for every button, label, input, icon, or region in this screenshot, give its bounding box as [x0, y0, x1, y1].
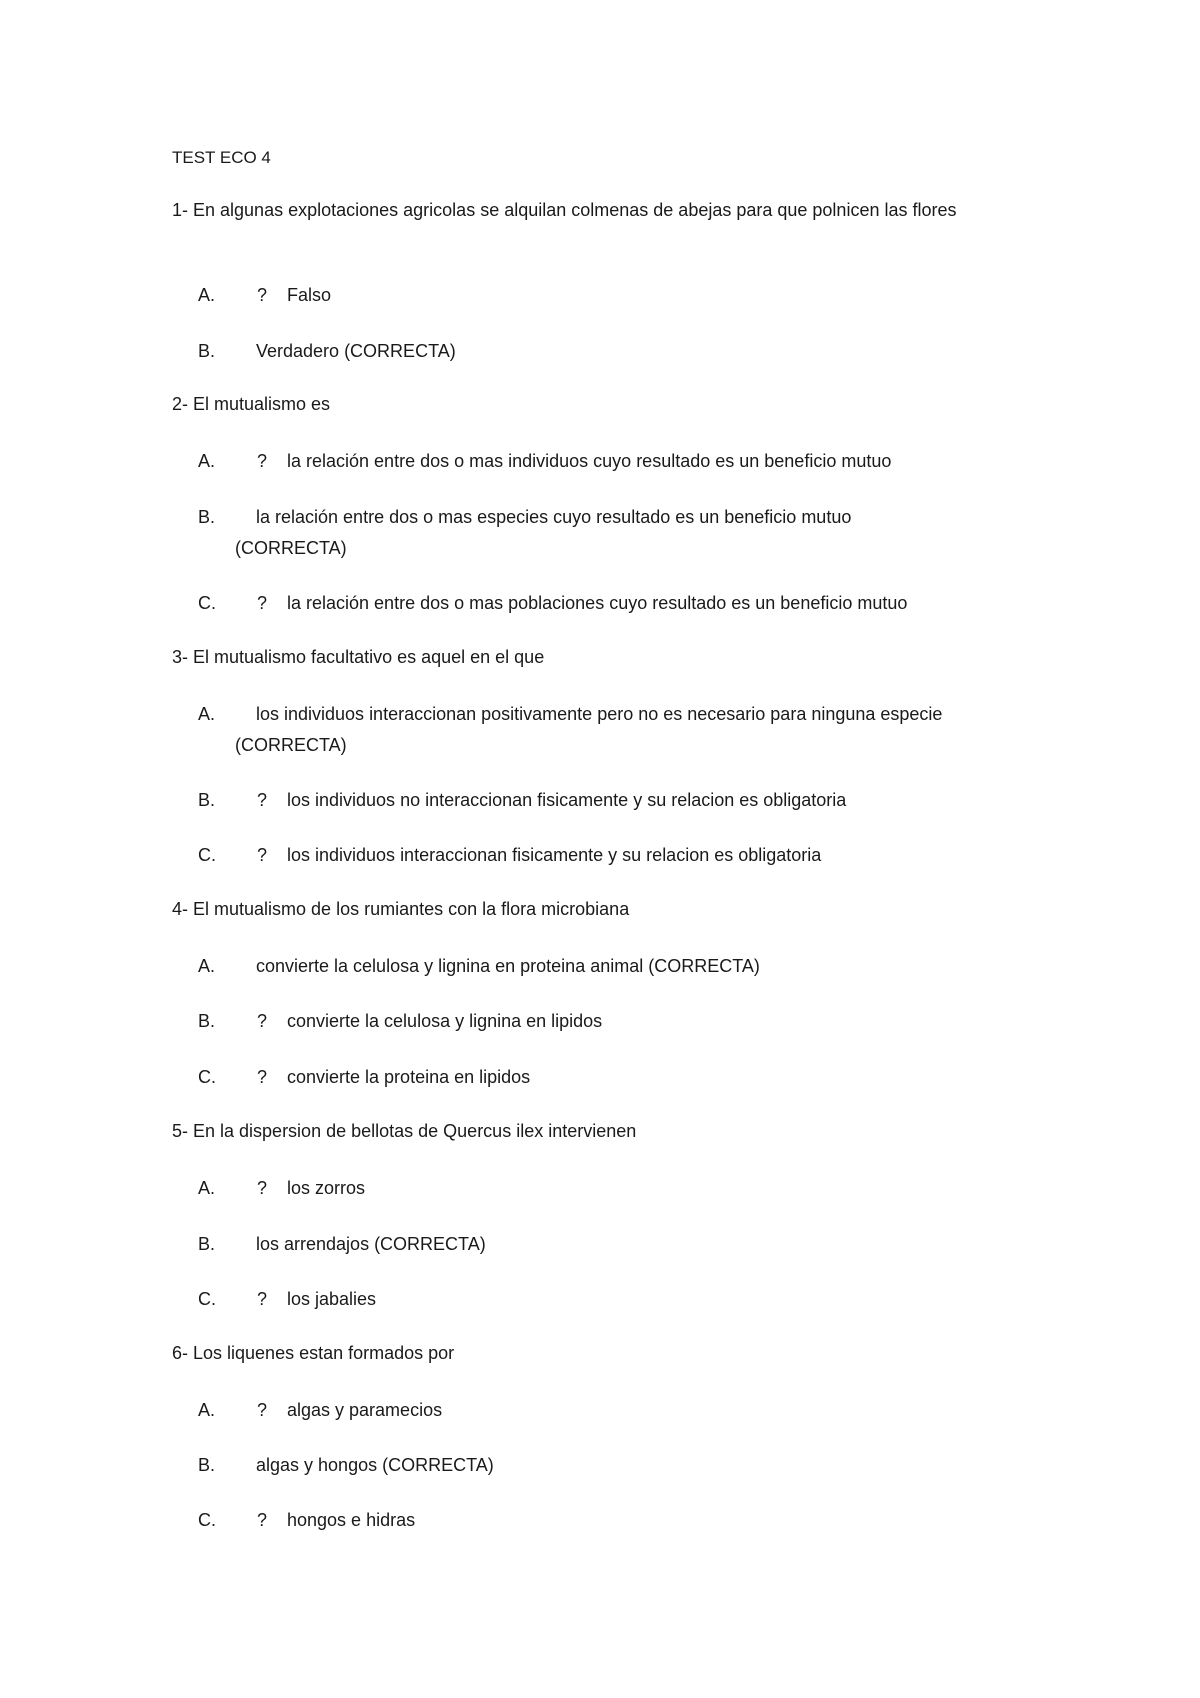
option-letter: A.	[198, 451, 216, 471]
option-text: Verdadero (CORRECTA)	[256, 341, 456, 361]
option-text: los individuos interaccionan fisicamente y su relacion es obligatoria	[287, 845, 822, 865]
question-mark-glyph: ?	[257, 1178, 268, 1198]
option-letter: C.	[198, 845, 216, 865]
q6-option-b	[198, 1450, 1058, 1481]
document-title: TEST ECO 4	[172, 148, 271, 167]
q3-option-a	[198, 699, 1058, 761]
q1-option-a	[198, 280, 1058, 311]
option-text: la relación entre dos o mas especies cuyo resultado es un beneficio mutuo	[256, 507, 852, 527]
option-letter: B.	[198, 507, 216, 527]
option-text: los individuos no interaccionan fisicamente y su relacion es obligatoria	[287, 790, 847, 810]
q4-option-c	[198, 1062, 1058, 1093]
question-3: 3- El mutualismo facultativo es aquel en el que	[172, 647, 545, 667]
q2-option-c	[198, 588, 1058, 619]
option-text: los zorros	[287, 1178, 366, 1198]
question-6: 6- Los liquenes estan formados por	[172, 1343, 455, 1363]
option-letter: C.	[198, 1067, 216, 1087]
question-mark-glyph: ?	[257, 845, 268, 865]
q4-option-a	[198, 951, 1058, 982]
question-mark-glyph: ?	[257, 451, 268, 471]
option-letter: C.	[198, 1289, 216, 1309]
option-text: los jabalies	[287, 1289, 377, 1309]
question-mark-glyph: ?	[257, 1400, 268, 1420]
option-letter: A.	[198, 285, 216, 305]
q3-option-c	[198, 840, 1058, 871]
option-letter: C.	[198, 1510, 216, 1530]
option-letter: B.	[198, 1234, 216, 1254]
question-4: 4- El mutualismo de los rumiantes con la flora microbiana	[172, 899, 630, 919]
option-text: la relación entre dos o mas individuos cuyo resultado es un beneficio mutuo	[287, 451, 892, 471]
q1-option-b	[198, 336, 1058, 367]
option-text: los arrendajos (CORRECTA)	[256, 1234, 486, 1254]
q4-option-b	[198, 1006, 1058, 1037]
question-5: 5- En la dispersion de bellotas de Quercus ilex intervienen	[172, 1121, 637, 1141]
question-2: 2- El mutualismo es	[172, 394, 331, 414]
q5-option-a	[198, 1173, 1058, 1204]
option-letter: C.	[198, 593, 216, 613]
option-text: hongos e hidras	[287, 1510, 416, 1530]
question-mark-glyph: ?	[257, 1011, 268, 1031]
q2-option-b	[198, 502, 1058, 564]
option-letter: B.	[198, 1011, 216, 1031]
option-letter: A.	[198, 1400, 216, 1420]
option-letter: A.	[198, 956, 216, 976]
question-1: 1- En algunas explotaciones agricolas se alquilan colmenas de abejas para que polnicen las flores	[172, 200, 957, 220]
option-text: convierte la celulosa y lignina en proteina animal (CORRECTA)	[256, 956, 760, 976]
q3-option-b	[198, 785, 1058, 816]
q6-option-a	[198, 1395, 1058, 1426]
q5-option-c	[198, 1284, 1058, 1315]
option-continuation: (CORRECTA)	[235, 735, 347, 755]
option-letter: B.	[198, 341, 216, 361]
option-letter: A.	[198, 704, 216, 724]
q2-option-a	[198, 446, 1058, 477]
question-mark-glyph: ?	[257, 1289, 268, 1309]
option-text: los individuos interaccionan positivamente pero no es necesario para ninguna especie	[256, 704, 943, 724]
option-text: convierte la celulosa y lignina en lipidos	[287, 1011, 603, 1031]
option-text: algas y hongos (CORRECTA)	[256, 1455, 494, 1475]
option-letter: B.	[198, 1455, 216, 1475]
q6-option-c	[198, 1505, 1058, 1536]
option-letter: A.	[198, 1178, 216, 1198]
option-letter: B.	[198, 790, 216, 810]
option-continuation: (CORRECTA)	[235, 538, 347, 558]
question-mark-glyph: ?	[257, 1510, 268, 1530]
question-mark-glyph: ?	[257, 790, 268, 810]
question-mark-glyph: ?	[257, 593, 268, 613]
option-text: Falso	[287, 285, 332, 305]
option-text: la relación entre dos o mas poblaciones cuyo resultado es un beneficio mutuo	[287, 593, 908, 613]
question-mark-glyph: ?	[257, 285, 268, 305]
question-mark-glyph: ?	[257, 1067, 268, 1087]
option-text: convierte la proteina en lipidos	[287, 1067, 531, 1087]
option-text: algas y paramecios	[287, 1400, 443, 1420]
q5-option-b	[198, 1229, 1058, 1260]
